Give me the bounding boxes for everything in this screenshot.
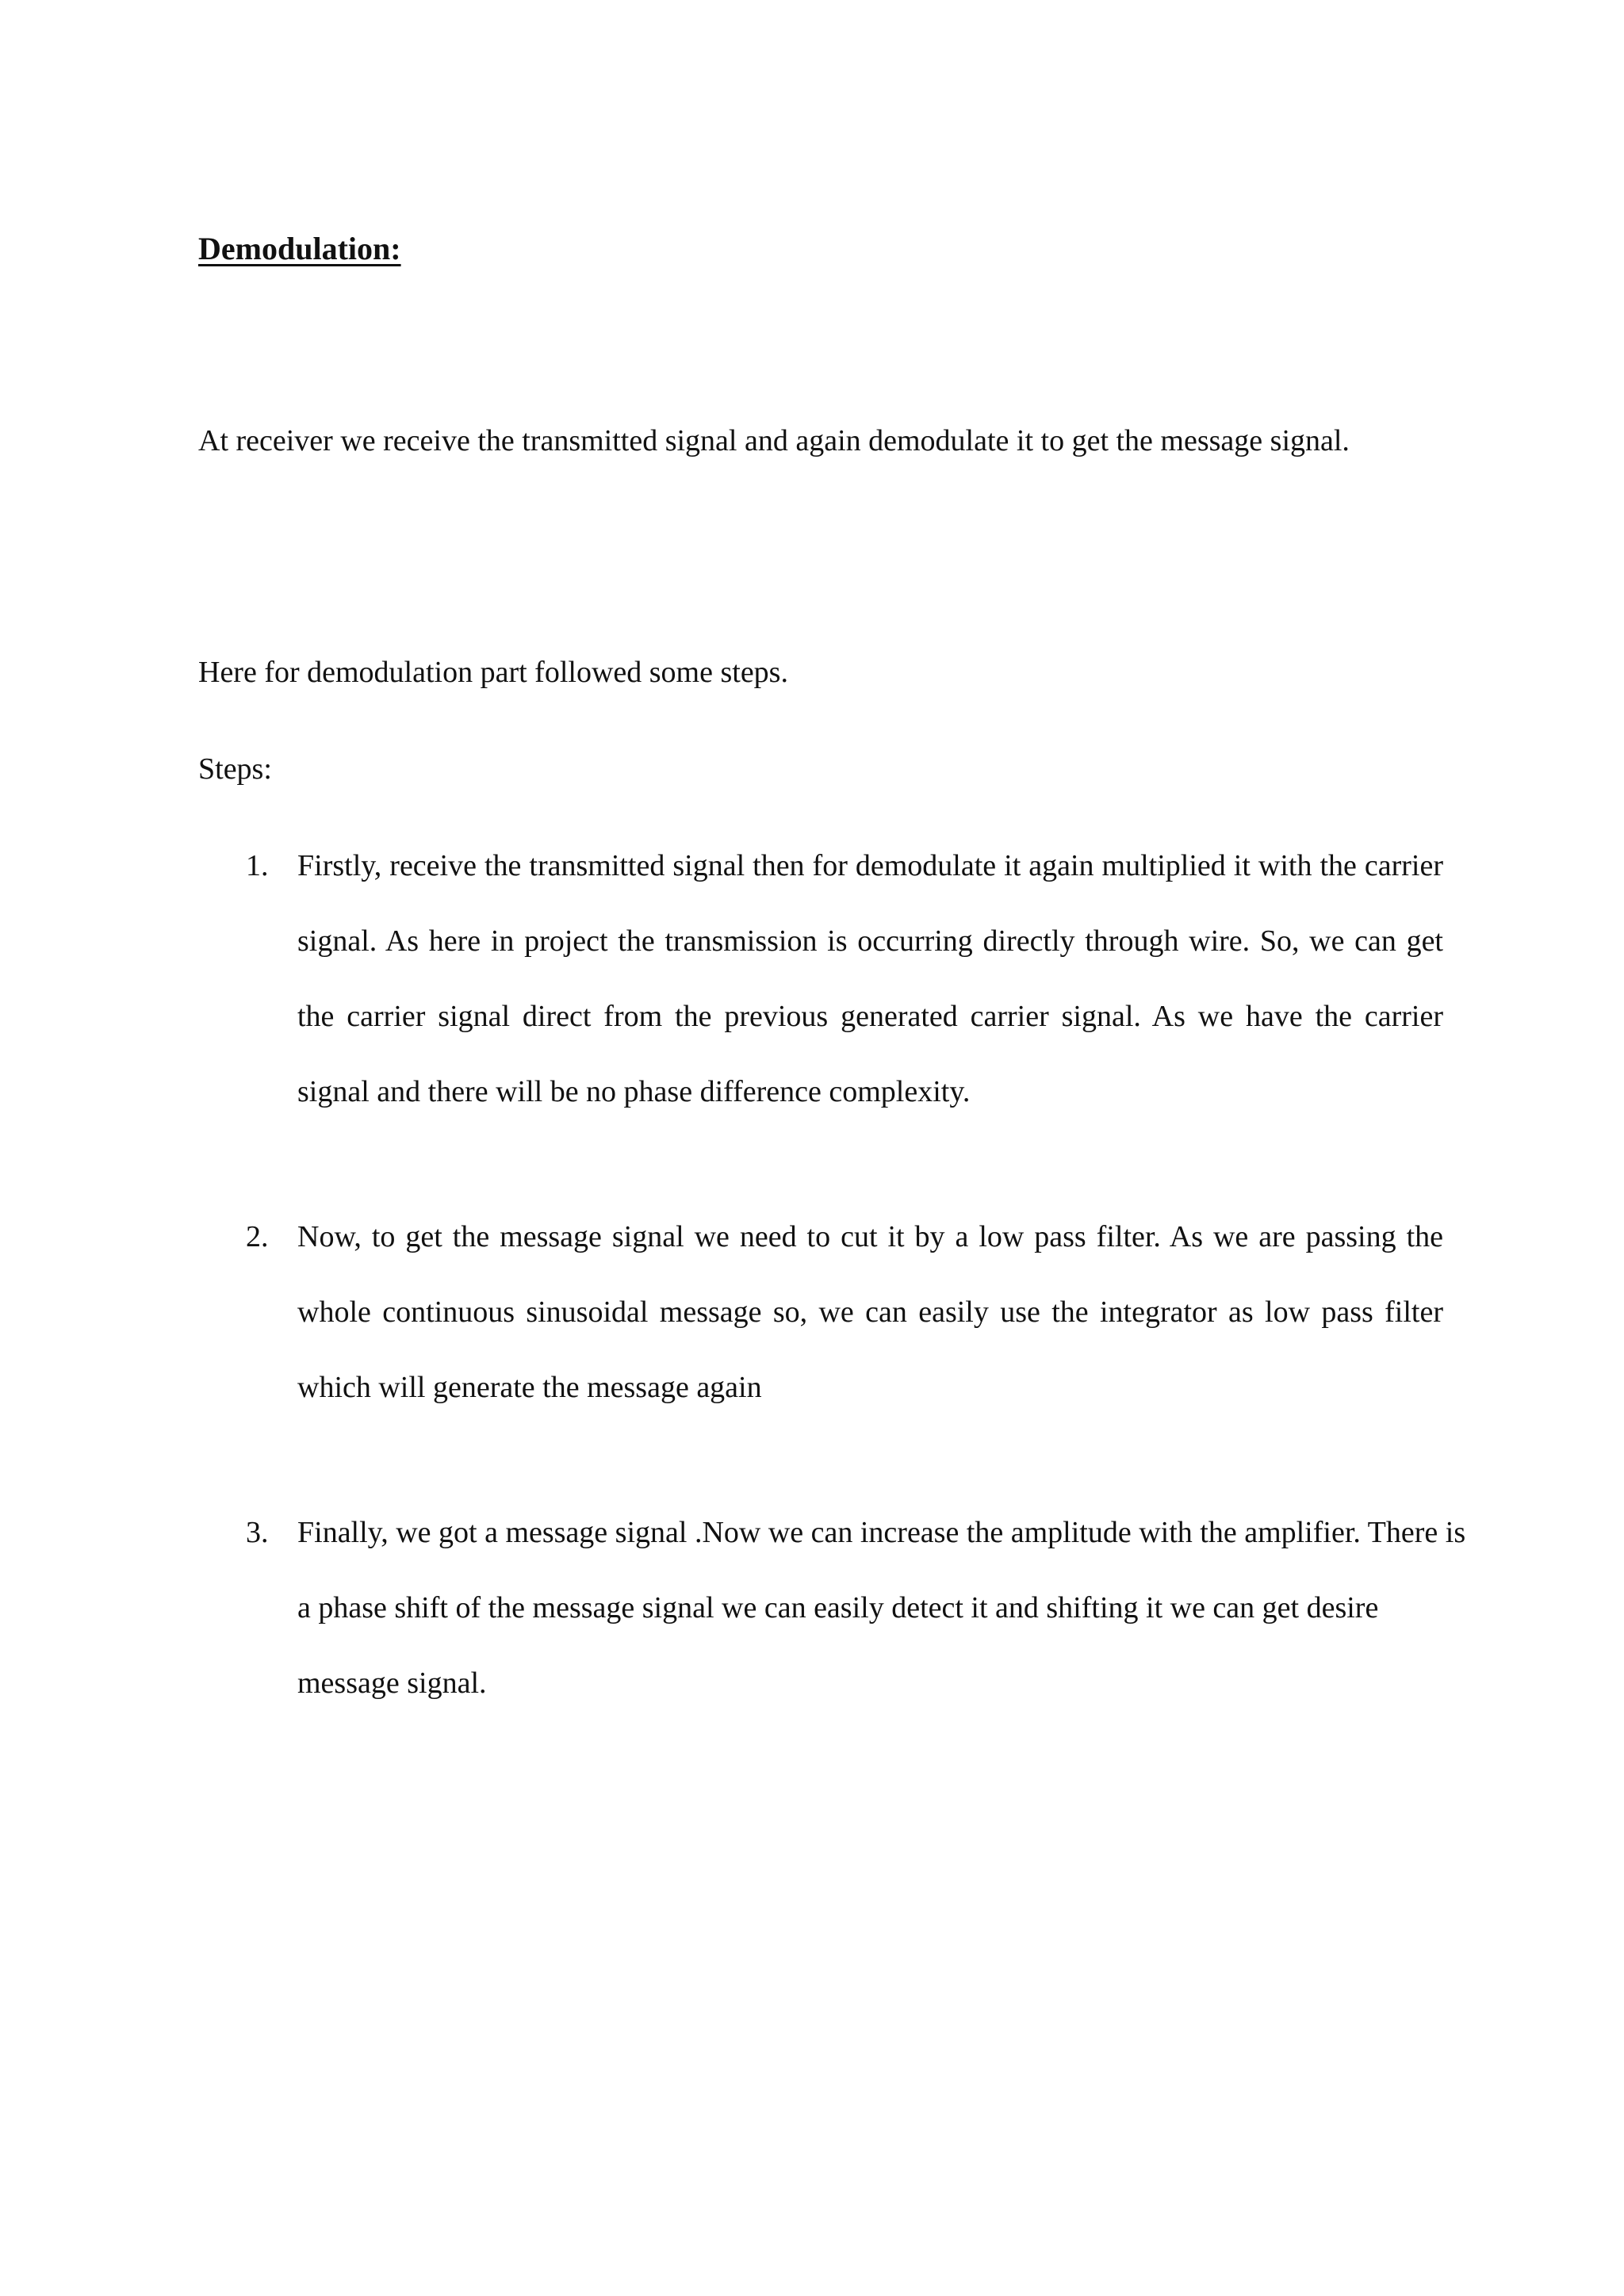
section-heading: Demodulation: (198, 231, 401, 266)
step-item (198, 1495, 1471, 1721)
step-text: Finally, we got a message signal .Now we can increase the amplitude with the amplifier. There is a phase shift of the message signal we can easily detect it and shifting it we can get desire message signal. (297, 1516, 1466, 1700)
step-item (198, 828, 1443, 1130)
step-text: Firstly, receive the transmitted signal then for demodulate it again multiplied it with the carrier signal. As here in project the transmission is occurring directly through wire. So, we can get the carrier signal direct from the previous generated carrier signal. As we have the carrier signal and there will be no phase difference complexity. (297, 849, 1443, 1108)
step-number: 3. (246, 1516, 269, 1549)
step-text: Now, to get the message signal we need to cut it by a low pass filter. As we are passing the whole continuous sinusoidal message so, we can easily use the integrator as low pass filter which will generate the message again (297, 1220, 1443, 1404)
here-paragraph: Here for demodulation part followed some steps. (198, 656, 788, 689)
steps-label: Steps: (198, 752, 272, 786)
step-item (198, 1200, 1443, 1425)
steps-list (198, 828, 1466, 1721)
intro-paragraph: At receiver we receive the transmitted signal and again demodulate it to get the message signal. (198, 424, 1350, 457)
step-number: 1. (246, 849, 269, 882)
step-number: 2. (246, 1220, 269, 1253)
